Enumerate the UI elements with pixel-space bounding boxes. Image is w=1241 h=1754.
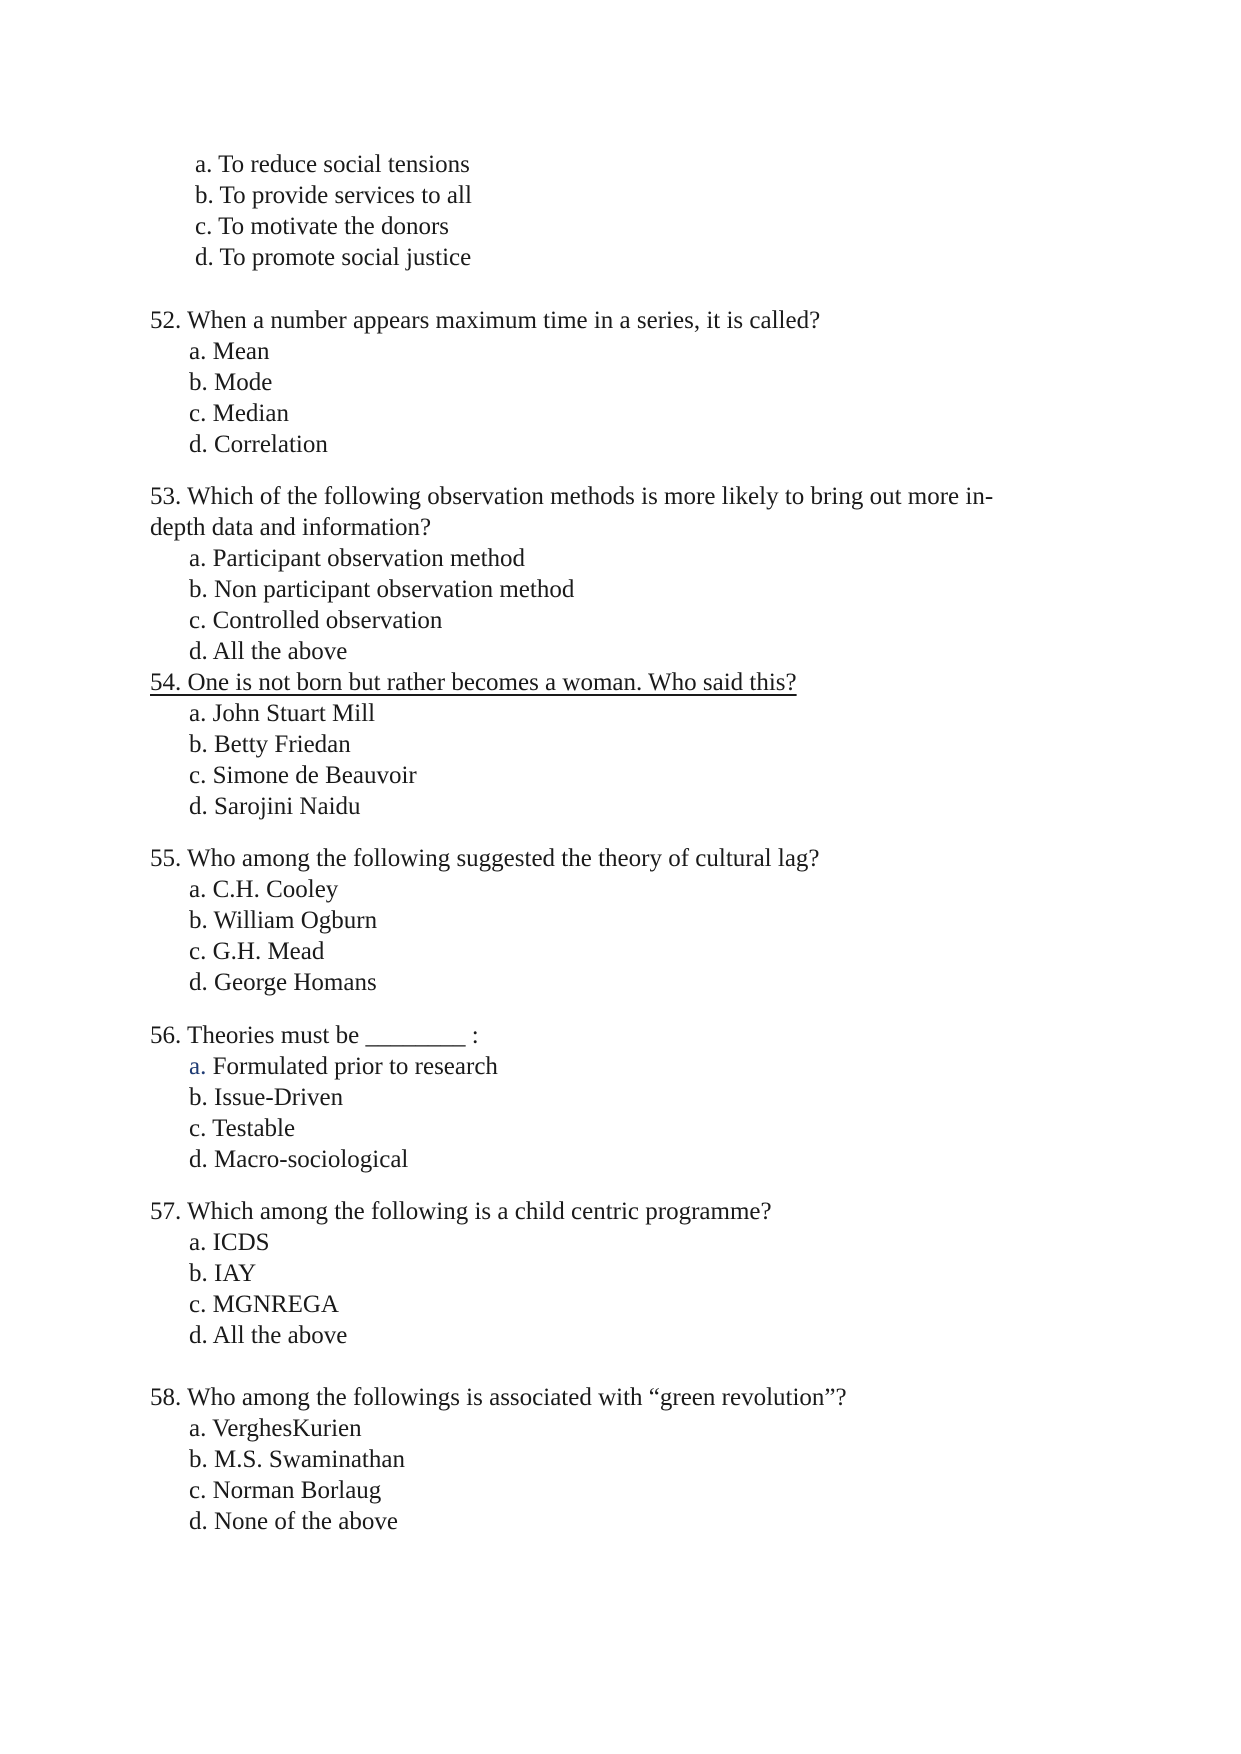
q52-option-b: b. Mode	[189, 369, 273, 396]
q54-question: 54. One is not born but rather becomes a woman. Who said this?	[150, 669, 797, 696]
q54-option-b: b. Betty Friedan	[189, 731, 351, 758]
q51-option-c: c. To motivate the donors	[195, 213, 449, 240]
q51-option-b: b. To provide services to all	[195, 182, 472, 209]
q52-option-d: d. Correlation	[189, 431, 328, 458]
q58-option-c: c. Norman Borlaug	[189, 1477, 382, 1504]
q56-question: 56. Theories must be ________ :	[150, 1022, 479, 1049]
q56-option-b: b. Issue-Driven	[189, 1084, 344, 1111]
q53-option-a: a. Participant observation method	[189, 545, 526, 572]
q53-question-line1: 53. Which of the following observation methods is more likely to bring out more in-	[150, 483, 994, 510]
q51-option-a: a. To reduce social tensions	[195, 151, 470, 178]
q55-option-b: b. William Ogburn	[189, 907, 378, 934]
q56-option-d: d. Macro-sociological	[189, 1146, 409, 1173]
q58-question: 58. Who among the followings is associated with “green revolution”?	[150, 1384, 847, 1411]
q54-option-d: d. Sarojini Naidu	[189, 793, 361, 820]
q55-option-d: d. George Homans	[189, 969, 377, 996]
q58-option-d: d. None of the above	[189, 1508, 398, 1535]
q57-option-b: b. IAY	[189, 1260, 257, 1287]
q54-option-c: c. Simone de Beauvoir	[189, 762, 417, 789]
q56-option-a-text: Formulated prior to research	[206, 1053, 498, 1080]
q52-question: 52. When a number appears maximum time in a series, it is called?	[150, 307, 821, 334]
q57-question: 57. Which among the following is a child centric programme?	[150, 1198, 772, 1225]
q54-option-a: a. John Stuart Mill	[189, 700, 376, 727]
q55-option-c: c. G.H. Mead	[189, 938, 325, 965]
q55-option-a: a. C.H. Cooley	[189, 876, 339, 903]
q57-option-a: a. ICDS	[189, 1229, 270, 1256]
q55-question: 55. Who among the following suggested the theory of cultural lag?	[150, 845, 820, 872]
q56-option-a-letter: a.	[189, 1053, 207, 1080]
q56-option-a	[189, 1052, 498, 1082]
q52-option-a: a. Mean	[189, 338, 270, 365]
q56-option-c: c. Testable	[189, 1115, 296, 1142]
q53-option-c: c. Controlled observation	[189, 607, 443, 634]
q58-option-b: b. M.S. Swaminathan	[189, 1446, 405, 1473]
q53-option-d: d. All the above	[189, 638, 348, 665]
q57-option-d: d. All the above	[189, 1322, 348, 1349]
q51-option-d: d. To promote social justice	[195, 244, 472, 271]
q57-option-c: c. MGNREGA	[189, 1291, 339, 1318]
q53-question-line2: depth data and information?	[150, 514, 432, 541]
q58-option-a: a. VerghesKurien	[189, 1415, 362, 1442]
q52-option-c: c. Median	[189, 400, 289, 427]
q53-option-b: b. Non participant observation method	[189, 576, 575, 603]
